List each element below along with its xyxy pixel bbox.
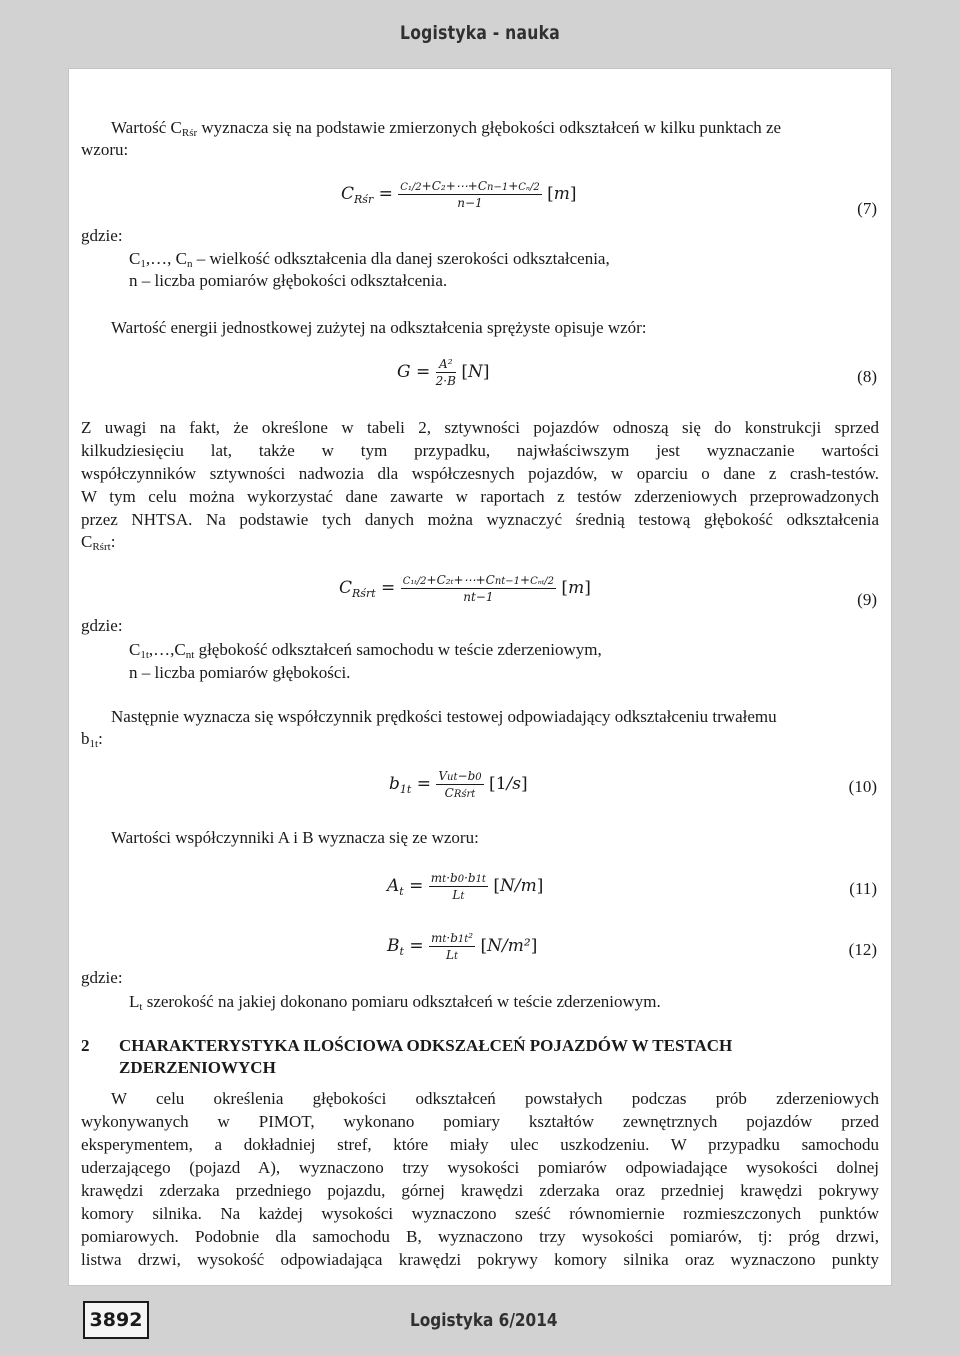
para2-line-1: W celu określenia głębokości odkształceń powstałych podczas prób zderzeniowych [111, 1089, 879, 1108]
intro-line-1: Wartość $C_{Rśr}$ wyznacza się na podstawie zmierzonych głębokości odkształceń w kilku punktach ze [111, 118, 782, 139]
para2-line-4: uderzającego (pojazd A), wyznaczono trzy wysokości pomiarów odpowiadające wysokości dolnej [81, 1158, 879, 1177]
ct-definition: $C_{1t},\dots,C_{nt}$ głębokość odkształceń samochodu w teście zderzeniowym, [129, 640, 602, 661]
equation-9: $C_{Rśrt}$ = $\frac{\text{C₁ₜ/2+C₂ₜ+⋯+Cnt−1+Cₙₜ/2}}{nt-1}$ [m] [339, 573, 591, 604]
section-number: 2 [81, 1036, 90, 1055]
next-line-2: $b_{1t}$: [81, 729, 103, 750]
equation-11-number: (11) [849, 879, 877, 898]
para2-line-2: wykonywanych w PIMOT, wykonano pomiary kształtów zewnętrznych pojazdów przed [81, 1112, 879, 1131]
gdzie-7: gdzie: [81, 226, 123, 245]
equation-8: G = $\frac{\text{A²}}{2\cdot B}$ [N] [397, 357, 490, 388]
lt-definition: $L_t$ szerokość na jakiej dokonano pomiaru odkształceń w teście zderzeniowym. [129, 992, 661, 1013]
page-content [68, 68, 892, 1286]
equation-7: $C_{Rśr}$ = $\frac{\text{C₁/2+C₂+⋯+Cn−1+Cₙ/2}}{n-1}$ [m] [341, 179, 577, 210]
section-title-line-2: ZDERZENIOWYCH [119, 1058, 276, 1077]
n-definition: n – liczba pomiarów głębokości odkształcenia. [129, 271, 448, 290]
para1-line-2: kilkudziesięciu lat, także w tym przypadku, najwłaściwszym jest wyznaczanie wartości [81, 441, 879, 460]
energy-intro: Wartość energii jednostkowej zużytej na odkształcenia sprężyste opisuje wzór: [111, 318, 647, 337]
para1-line-1: Z uwagi na fakt, że określone w tabeli 2, sztywności pojazdów odnoszą się do konstrukcji sprzed [81, 418, 879, 437]
para1-line-4: W tym celu można wykorzystać dane zawarte w raportach z testów zderzeniowych przeprowadzonych [81, 487, 879, 506]
para2-line-8: listwa drzwi, wysokość odpowiadająca krawędzi pokrywy komory silnika oraz wyznaczono punkty [81, 1250, 879, 1269]
para1-line-5: przez NHTSA. Na podstawie tych danych można wyznaczyć średnią testową głębokość odkształcenia [81, 510, 879, 529]
equation-8-number: (8) [857, 367, 877, 386]
page-number-box: 3892 [83, 1301, 149, 1339]
equation-10: $b_{1t}$ = $\frac{\text{Vut−b0}}{\text{CRśrt}}$ [1/s] [389, 769, 528, 800]
para1-line-3: współczynników sztywności nadwozia dla współczesnych pojazdów, w oparciu o dane z crash-testów. [81, 464, 879, 483]
equation-12-number: (12) [848, 940, 877, 959]
journal-issue: Logistyka 6/2014 [410, 1310, 558, 1331]
gdzie-12: gdzie: [81, 968, 123, 987]
para2-line-7: pomiarowych. Podobnie dla samochodu B, wyznaczono trzy wysokości pomiarów, tj: próg drzwi, [81, 1227, 879, 1246]
para1-line-6: $C_{Rśrt}$: [81, 532, 116, 553]
gdzie-9: gdzie: [81, 616, 123, 635]
equation-9-number: (9) [857, 590, 877, 609]
next-line-1: Następnie wyznacza się współczynnik prędkości testowej odpowiadający odkształceniu trwałemu [111, 707, 777, 726]
para2-line-3: eksperymentem, a dokładniej stref, które miały ulec uszkodzeniu. W przypadku samochodu [81, 1135, 879, 1154]
equation-10-number: (10) [848, 777, 877, 796]
para2-line-5: krawędzi zderzaka przedniego pojazdu, górnej krawędzi zderzaka oraz przedniej krawędzi pokrywy [81, 1181, 879, 1200]
n-definition-9: n – liczba pomiarów głębokości. [129, 663, 351, 682]
ab-intro: Wartości współczynniki A i B wyznacza się ze wzoru: [111, 828, 479, 847]
c-definition: $C_1,\dots$, $C_n$ – wielkość odkształcenia dla danej szerokości odkształcenia, [129, 249, 610, 270]
para2-line-6: komory silnika. Na każdej wysokości wyznaczono sześć równomiernie rozmieszczonych punktów [81, 1204, 879, 1223]
intro-line-2: wzoru: [81, 140, 129, 159]
equation-7-number: (7) [857, 199, 877, 218]
journal-header: Logistyka - nauka [400, 22, 560, 44]
equation-12: $B_t$ = $\frac{\text{mt·b1t²}}{Lt}$ [N/m²] [387, 931, 538, 962]
section-title-line-1: CHARAKTERYSTYKA ILOŚCIOWA ODKSZAŁCEŃ POJAZDÓW W TESTACH [119, 1036, 733, 1055]
equation-11: $A_t$ = $\frac{mt\cdot b0\cdot b1t}{Lt}$ [N/m] [387, 871, 544, 902]
